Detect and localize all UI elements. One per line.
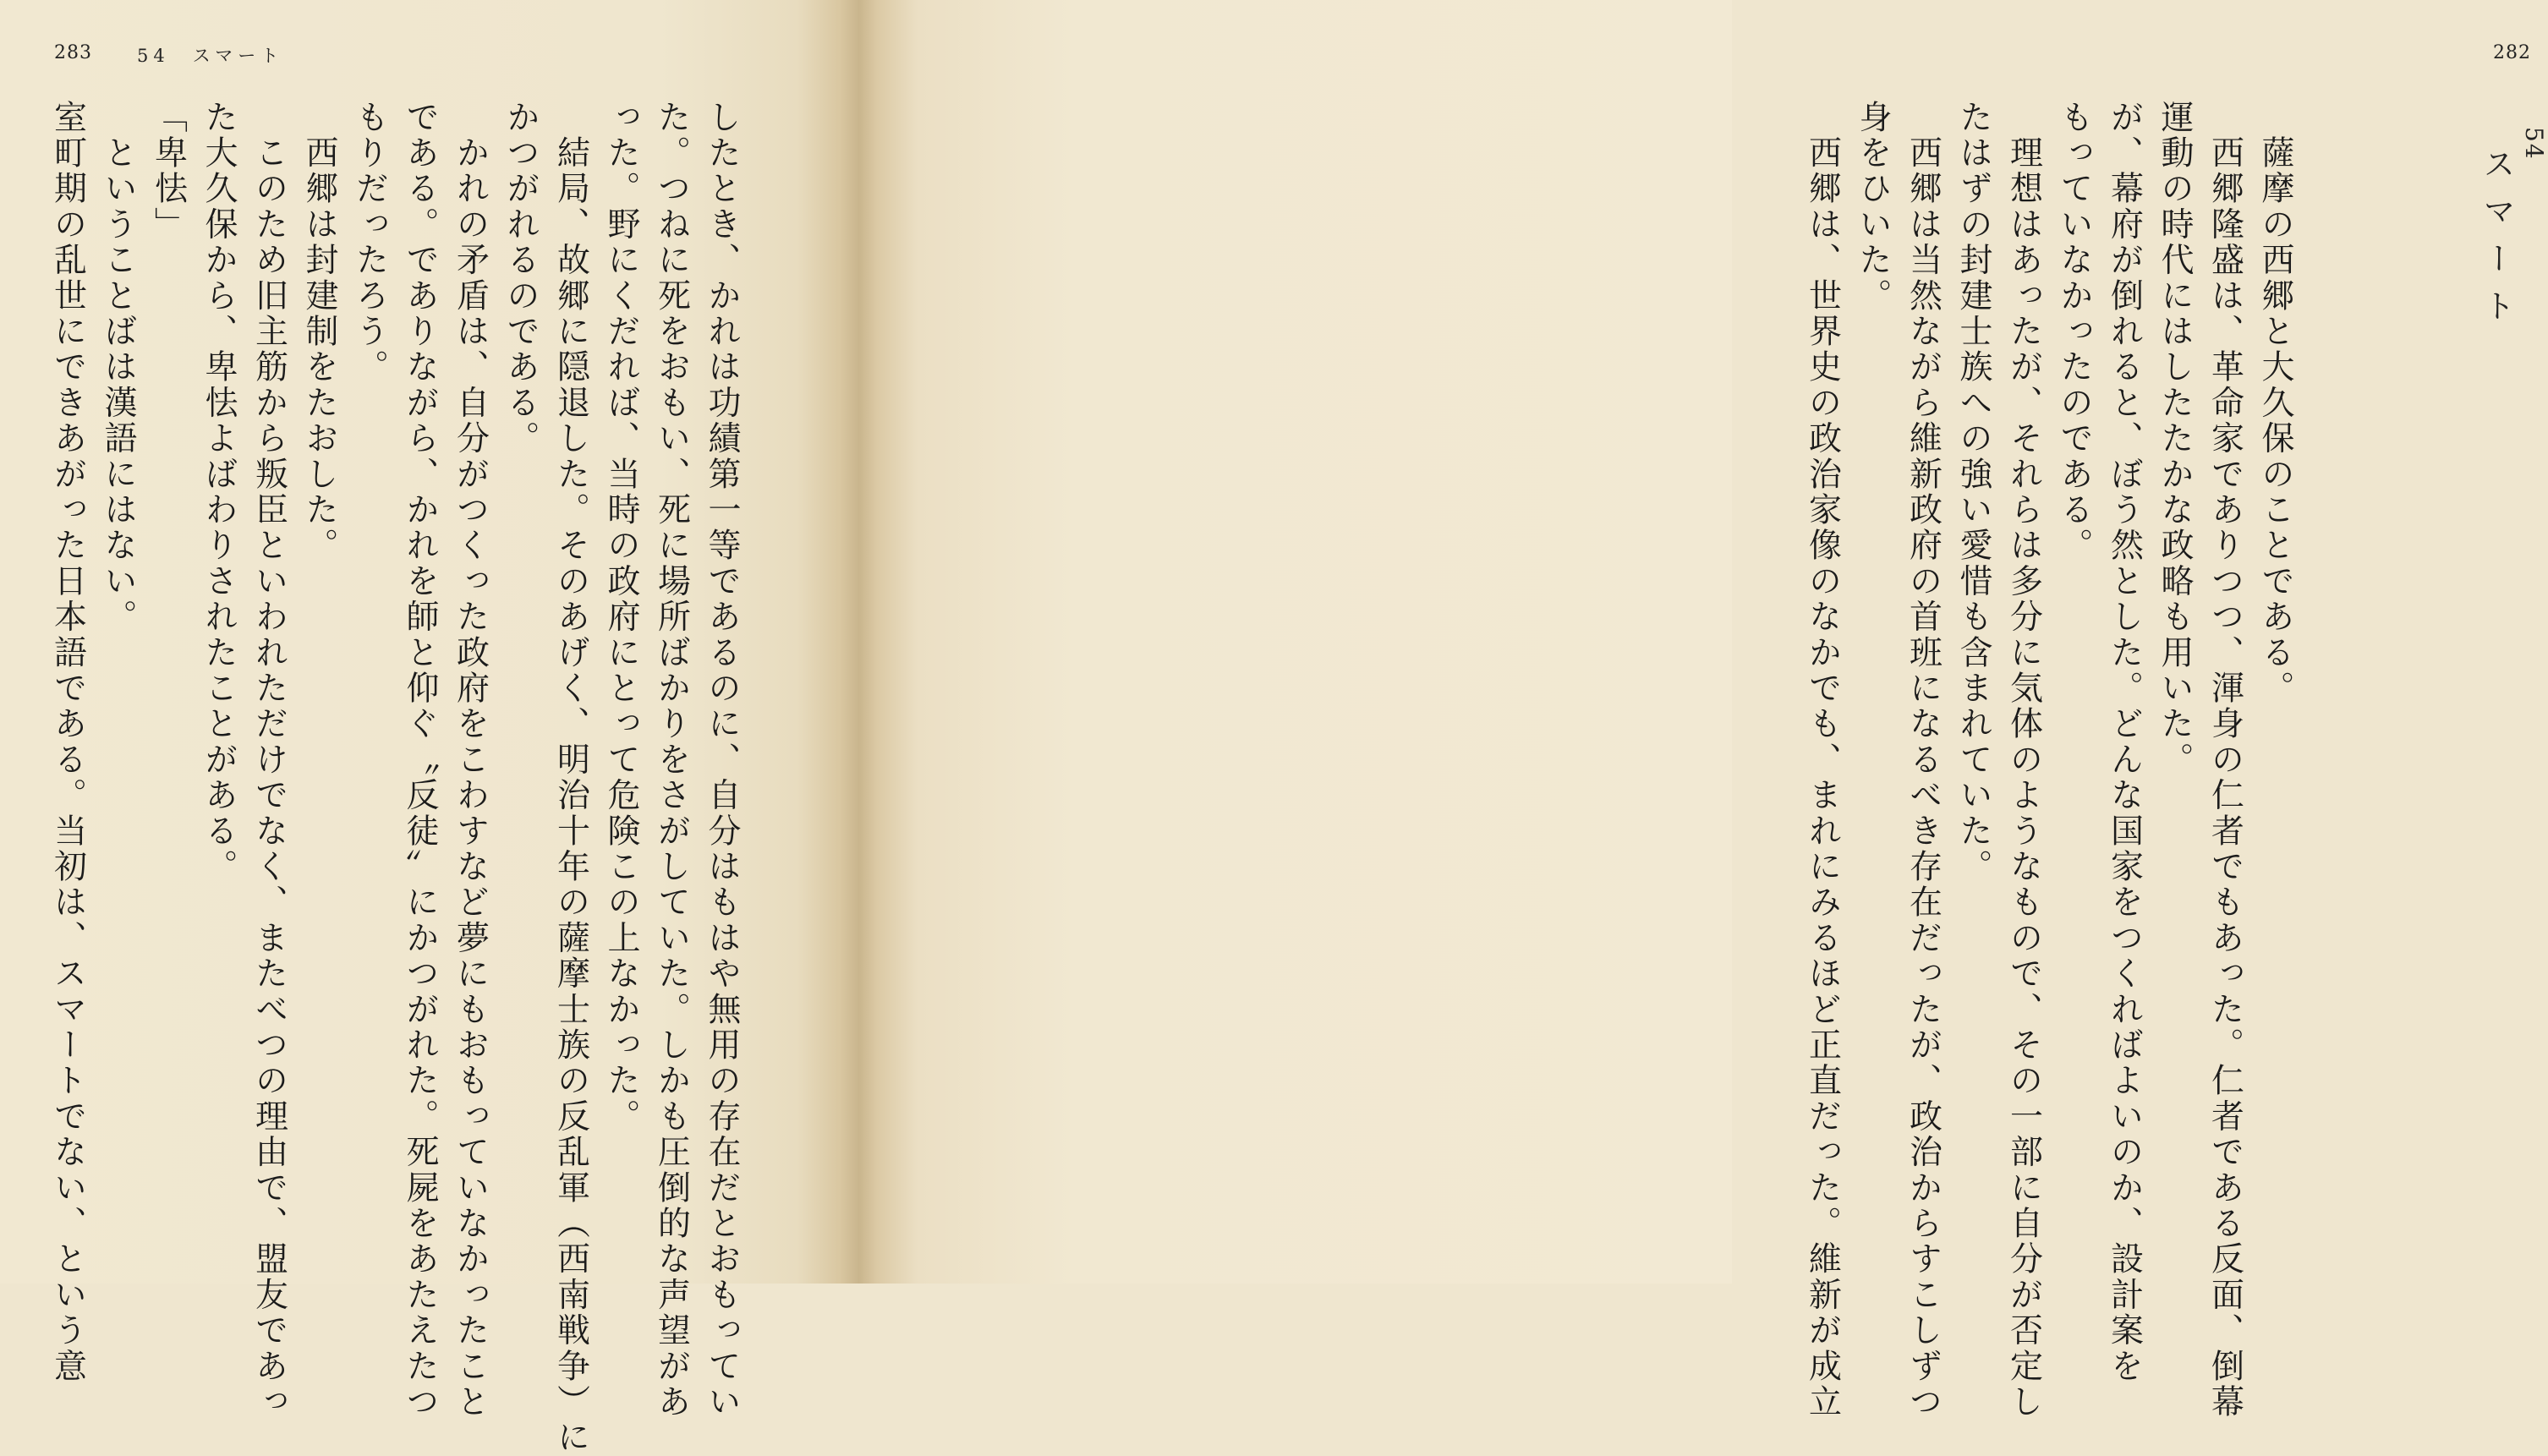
text-line: このため旧主筋から叛臣といわれただけでなく、またべつの理由で、盟友であっ xyxy=(249,100,288,1420)
chapter-heading xyxy=(2474,127,2548,337)
right-page-number: 282 xyxy=(2493,42,2531,63)
running-head: 54 スマート xyxy=(137,46,284,66)
text-line: たはずの封建士族への強い愛惜も含まれていた。 xyxy=(1954,100,1992,885)
right-page-body xyxy=(1797,100,2300,1420)
text-line: 運動の時代にはしたたかな政略も用いた。 xyxy=(2156,100,2194,778)
text-line: が、幕府が倒れると、ぼう然とした。どんな国家をつくればよいのか、設計案を xyxy=(2105,100,2144,1385)
text-line: 身をひいた。 xyxy=(1854,100,1892,315)
right-page xyxy=(854,0,2548,1420)
text-line: ということばは漢語にはない。 xyxy=(99,100,137,635)
text-line: かれの矛盾は、自分がつくった政府をこわすなど夢にもおもっていなかったこと xyxy=(451,100,490,1420)
text-line: かつがれるのである。 xyxy=(501,100,540,457)
text-line: た大久保から、卑怯よばわりされたことがある。 xyxy=(200,100,238,885)
text-line: 西郷は封建制をたおした。 xyxy=(300,100,338,564)
text-line: 西郷隆盛は、革命家でありつつ、渾身の仁者でもあった。仁者である反面、倒幕 xyxy=(2206,100,2244,1420)
text-line: 理想はあったが、それらは多分に気体のようなもので、その一部に自分が否定し xyxy=(2004,100,2043,1420)
left-page-number: 283 xyxy=(54,42,92,63)
chapter-title: スマート xyxy=(2478,147,2515,337)
left-page xyxy=(0,0,854,1456)
text-line: った。野にくだれば、当時の政府にとって危険この上なかった。 xyxy=(602,100,640,1135)
text-line: 室町期の乱世にできあがった日本語である。当初は、スマートでない、という意 xyxy=(48,100,87,1385)
left-page-body xyxy=(42,100,747,1456)
text-line: したとき、かれは功績第一等であるのに、自分はもはや無用の存在だとおもってい xyxy=(703,100,741,1420)
text-line: た。つねに死をおもい、死に場所ばかりをさがしていた。しかも圧倒的な声望があ xyxy=(652,100,691,1420)
chapter-number: 54 xyxy=(2520,127,2548,161)
text-line: 薩摩の西郷と大久保のことである。 xyxy=(2256,100,2294,707)
text-line: もりだったろう。 xyxy=(350,100,389,386)
text-line: もっていなかったのである。 xyxy=(2055,100,2093,564)
text-line: 西郷は当然ながら維新政府の首班になるべき存在だったが、政治からすこしずつ xyxy=(1904,100,1943,1420)
text-line: 結局、故郷に隠退した。そのあげく、明治十年の薩摩士族の反乱軍（西南戦争）に xyxy=(551,100,590,1456)
text-line: 「卑怯」 xyxy=(149,100,188,243)
text-line: 西郷は、世界史の政治家像のなかでも、まれにみるほど正直だった。維新が成立 xyxy=(1803,100,1842,1420)
text-line: である。でありながら、かれを師と仰ぐ〝反徒〟にかつがれた。死屍をあたえたつ xyxy=(401,100,439,1420)
